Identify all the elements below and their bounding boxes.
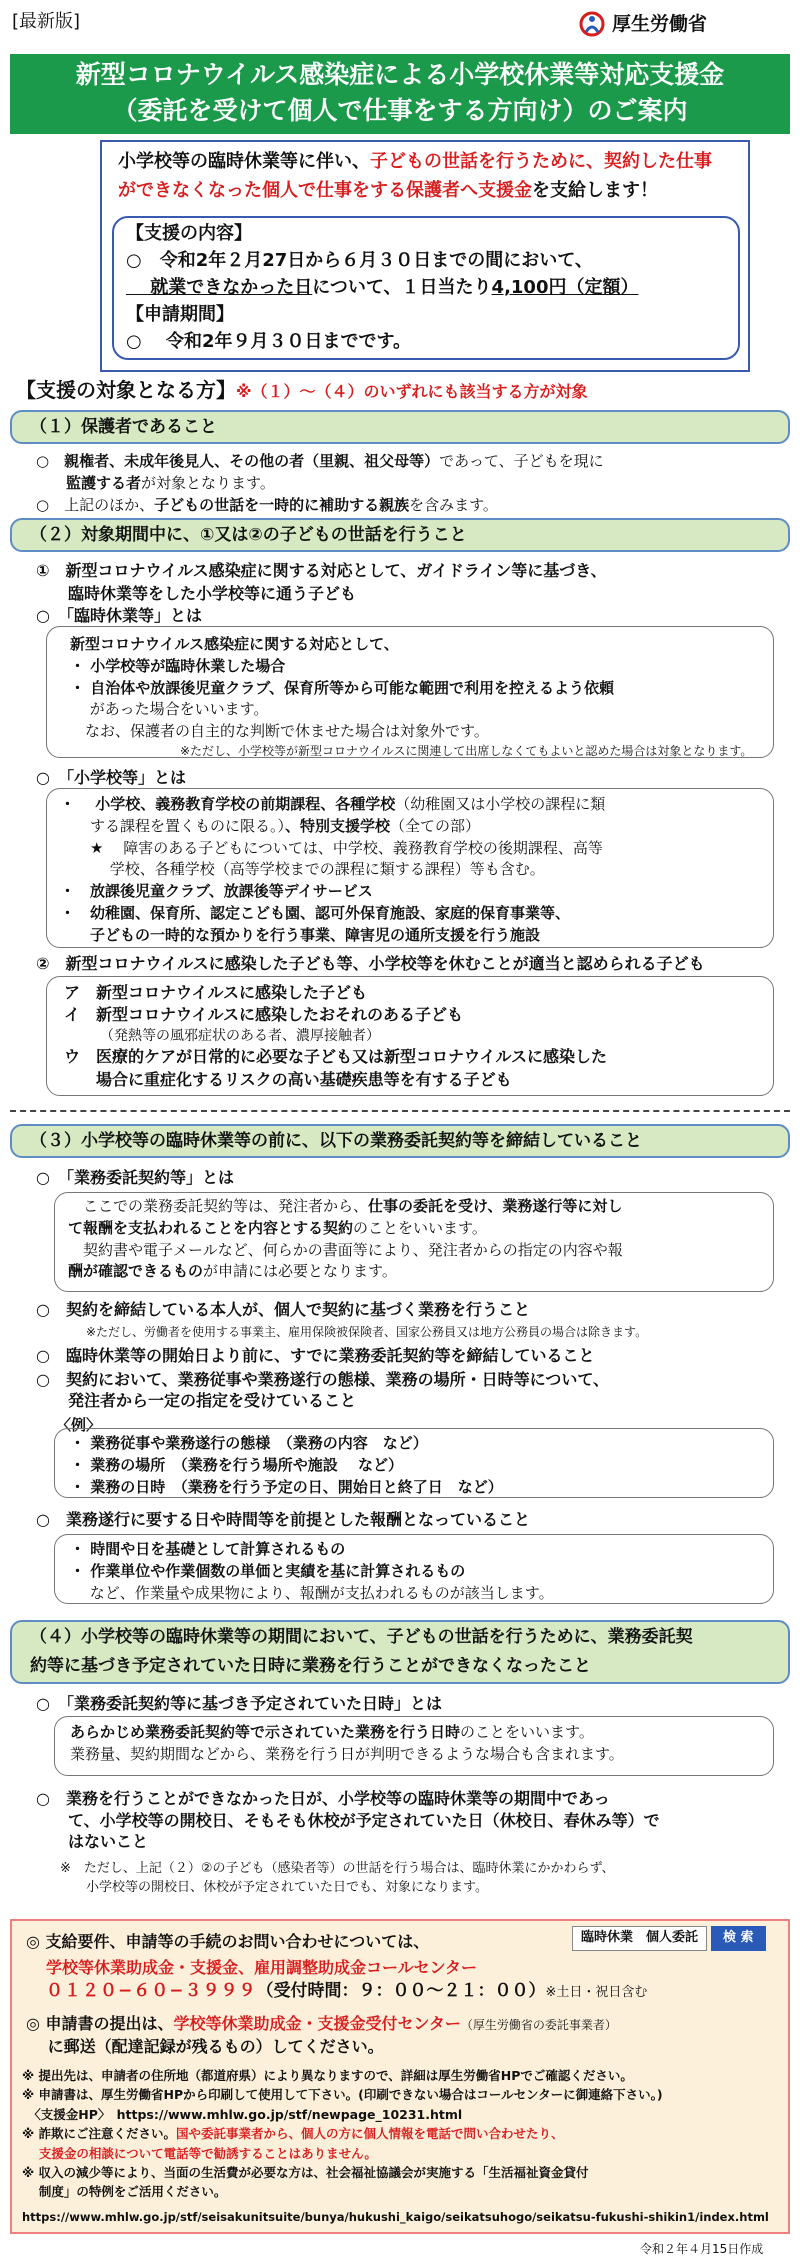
kansen-l1: ア 新型コロナウイルスに感染した子ども (64, 983, 368, 1002)
rei-label: 〈例〉 (56, 1416, 102, 1434)
ministry-logo (578, 10, 707, 38)
gyomu-l1-a: ここでの業務委託契約等は、発注者から、 (83, 1197, 369, 1215)
intro-line1-a: 小学校等の臨時休業等に伴い、 (118, 151, 370, 172)
intro-text (118, 148, 738, 206)
fuka-l1: ○ 業務を行うことができなかった日が、小学校等の臨時休業等の期間中であっ (36, 1789, 610, 1808)
gyomu-body (68, 1196, 770, 1283)
gyomu-l2-b: のことをいいます。 (353, 1218, 487, 1237)
title-line-1: 新型コロナウイルス感染症による小学校休業等対応支援金 (75, 60, 725, 89)
school-l2-a: する課程を置くものに限る。） (60, 816, 286, 835)
gyomu-l1-b: 仕事の委託を受け、業務遂行等に対し (368, 1197, 623, 1215)
yotei-l1-a: あらかじめ業務委託契約等で示されていた業務を行う日時 (70, 1723, 461, 1741)
school-l7: 子どもの一時的な預かりを行う事業、障害児の通所支援を行う施設 (60, 925, 541, 944)
fuka-body (36, 1788, 792, 1853)
rinji-l3: ・ 自治体や放課後児童クラブ、保育所等から可能な範囲で利用を控えるよう依頼 (70, 678, 615, 697)
section-1-title: （１）保護者であること (30, 416, 217, 437)
kansen-l3: （発熱等の風邪症状のある者、濃厚接触者） (100, 1027, 380, 1044)
period-label: 【申請期間】 (126, 304, 234, 325)
fuka-l3: はないこと (36, 1832, 149, 1852)
target-note: ※（１）～（４）のいずれにも該当する方が対象 (236, 382, 588, 401)
cond-3-l2: 発注者から一定の指定を受けていること (36, 1390, 357, 1410)
gyomu-l4-a: 酬が確認できるもの (68, 1262, 204, 1281)
fuka-note (60, 1860, 790, 1898)
cond-3-l1: ○ 契約において、業務従事や業務遂行の態様、業務の場所・日時等について、 (36, 1370, 610, 1389)
search-box[interactable] (572, 1926, 766, 1951)
kansen-l5: 場合に重症化するリスクの高い基礎疾患等を有する子ども (64, 1069, 512, 1089)
intro-line2-a: ができなくなった個人で仕事をする保護者へ支援金 (118, 179, 532, 201)
gyomu-title: ○ 「業務委託契約等」とは (36, 1168, 234, 1187)
section-4-title-l1: （４）小学校等の臨時休業等の期間において、子どもの世話を行うために、業務委託契 (30, 1627, 693, 1648)
title-line-2: （委託を受けて個人で仕事をする方向け）のご案内 (112, 96, 688, 126)
rinji-l1: 新型コロナウイルス感染症に関する対応として、 (70, 635, 399, 653)
school-title: ○ 「小学校等」とは (36, 768, 186, 787)
support-content (126, 220, 726, 355)
rei-body (70, 1433, 770, 1498)
s1-p1-a: ○ 親権者、未成年後見人、その他の者（里親、祖父母等） (36, 452, 440, 470)
s2-item-1 (36, 559, 786, 605)
search-keyword[interactable]: 臨時休業 個人委託 (572, 1926, 707, 1951)
fuka-l2: て、小学校等の開校日、そもそも休校が予定されていた日（休校日、春休み等）で (36, 1810, 660, 1830)
school-l4: 学校、各種学校（高等学校までの課程に類する課程）等も含む。 (60, 860, 545, 879)
yotei-body (70, 1722, 770, 1766)
section-2-head (10, 518, 790, 552)
fuka-note-2: 小学校等の開校日、休校が予定されていた日でも、対象になります。 (60, 1879, 488, 1895)
cond-4: ○ 業務遂行に要する日や時間等を前提とした報酬となっていること (36, 1510, 530, 1529)
s1-p1-c: 監護する者 (36, 473, 142, 492)
apply-d: に郵送（配達記録が残るもの）してください。 (26, 2037, 384, 2057)
hou-l2: ・ 作業単位や作業個数の単価と実績を基に計算されるもの (70, 1561, 466, 1580)
s1-p2-a: ○ 上記のほか、 (36, 495, 155, 514)
gyomu-l2-a: て報酬を支払われることを内容とする契約 (68, 1218, 354, 1237)
contact-notes (22, 2066, 786, 2202)
note-6: 制度」の特例をご活用ください。 (22, 2184, 227, 2200)
kansen-l4: ウ 医療的ケアが日常的に必要な子ども又は新型コロナウイルスに感染した (64, 1047, 608, 1067)
s2-item-2: ② 新型コロナウイルスに感染した子ども等、小学校等を休むことが適当と認められる子ども (36, 954, 705, 973)
school-body (60, 794, 772, 946)
s1-p1-d: が対象となります。 (141, 473, 275, 492)
kansen-l2: イ 新型コロナウイルスに感染したおそれのある子ども (64, 1005, 464, 1025)
content-line-1: ○ 令和2年２月27日から６月３０日までの間において、 (126, 250, 593, 271)
ministry-name: 厚生労働省 (612, 12, 708, 35)
cond-2: ○ 臨時休業等の開始日より前に、すでに業務委託契約等を締結していること (36, 1346, 595, 1365)
version-tag: [最新版] (12, 11, 81, 32)
section-4-head (10, 1620, 790, 1684)
rinji-l5-a: なお、保護者の自主的な判断で休ませた場合は対象外 (70, 722, 446, 740)
content-line-2-a: 就業できなかった日 (126, 277, 313, 298)
yotei-l1-b: のことをいいます。 (460, 1723, 594, 1741)
cond-3 (36, 1370, 792, 1412)
content-label: 【支援の内容】 (126, 223, 252, 244)
content-line-2-b: について、１日当たり (312, 277, 492, 298)
note-4-b: 国や委託事業者から、個人の方に個人情報を電話で問い合わせたり、 (176, 2126, 564, 2142)
contact-question: ◎ 支給要件、申請等の手続のお問い合わせについては、 (26, 1932, 430, 1951)
houshu-body (70, 1539, 770, 1604)
period-line: ○ 令和2年９月３０日までです。 (126, 331, 412, 352)
title-band (10, 54, 790, 134)
school-l2-b: 、特別支援学校 (285, 816, 391, 835)
school-l1-a: ・ 小学校、義務教育学校の前期課程、各種学校 (60, 795, 396, 813)
gyomu-l3: 契約書や電子メールなど、何らかの書面等により、発注者からの指定の内容や報 (68, 1240, 623, 1259)
rinji-l4: があった場合をいいます。 (70, 700, 269, 719)
section-3-title: （３）小学校等の臨時休業等の前に、以下の業務委託契約等を締結していること (30, 1130, 642, 1151)
rei-l3: ・ 業務の日時 （業務を行う予定の日、開始日と終了日 など） (70, 1477, 503, 1496)
yotei-title: ○ 「業務委託契約等に基づき予定されていた日時」とは (36, 1694, 442, 1713)
section-1-body (36, 451, 786, 516)
amount-value: 4,100円（定額） (491, 277, 639, 298)
rinji-l5-b: です。 (445, 722, 489, 740)
call-center-name: 学校等休業助成金・支援金、雇用調整助成金コールセンター (46, 1958, 478, 1977)
yotei-l2: 業務量、契約期間などから、業務を行う日が判明できるような場合も含まれます。 (70, 1744, 624, 1763)
note-3-link[interactable]: 〈支援金HP〉 https://www.mhlw.go.jp/stf/newpage_10231.html (22, 2106, 463, 2122)
creation-date: 令和２年４月15日作成 (640, 2242, 764, 2256)
search-button[interactable]: 検 索 (711, 1926, 766, 1951)
intro-line1-b: 子どもの世話を行うために、契約した仕事 (370, 151, 712, 172)
phone-hours: （受付時間：９：００～２１：００） (256, 1981, 546, 2001)
note-5: ※ 収入の減少等により、当面の生活費が必要な方は、社会福祉協議会が実施する「生活福祉資金貸付 (22, 2164, 589, 2180)
hou-l3: など、作業量や成果物により、報酬が支払われるものが該当します。 (70, 1583, 554, 1602)
section-4-title-l2: 約等に基づき予定されていた日時に業務を行うことができなくなったこと (30, 1656, 591, 1676)
section-1-head (10, 410, 790, 444)
fuka-note-1: ※ ただし、上記（２）②の子ども（感染者等）の世話を行う場合は、臨時休業にかかわらず、 (60, 1861, 615, 1876)
school-l1-b: （幼稚園又は小学校の課程に類 (395, 795, 606, 813)
cond-1-note: ※ただし、労働者を使用する事業主、雇用保険被保険者、国家公務員又は地方公務員の場合は除きます。 (86, 1325, 648, 1339)
rei-l1: ・ 業務従事や業務遂行の態様 （業務の内容 など） (70, 1434, 428, 1452)
call-center-phone-line (46, 1980, 647, 2002)
cond-1: ○ 契約を締結している本人が、個人で契約に基づく業務を行うこと (36, 1300, 530, 1319)
rinji-title: ○ 「臨時休業等」とは (36, 606, 202, 625)
target-heading (16, 377, 588, 403)
note-4-a: ※ 詐欺にご注意ください。 (22, 2126, 177, 2142)
school-l3: ★ 障害のある子どもについては、中学校、義務教育学校の後期課程、高等 (60, 838, 603, 857)
section-2-title: （２）対象期間中に、①又は②の子どもの世話を行うこと (30, 524, 467, 545)
apply-center: 学校等休業助成金・支援金受付センター (173, 2014, 461, 2033)
intro-line2-b: を支給します！ (532, 179, 658, 201)
apply-info (26, 2012, 786, 2058)
fukushi-url-link[interactable]: https://www.mhlw.go.jp/stf/seisakunitsuite/bunya/hukushi_kaigo/seikatsuhogo/seikatsu-fukushi-shikin1/index.html (22, 2210, 769, 2224)
s2-item1-a: ① 新型コロナウイルス感染症に関する対応として、ガイドライン等に基づき、 (36, 561, 607, 580)
school-l6: ・ 幼稚園、保育所、認定こども園、認可外保育施設、家庭的保育事業等、 (60, 903, 571, 922)
note-2: ※ 申請書は、厚生労働省HPから印刷して使用して下さい。(印刷できない場合はコールセンターに御連絡下さい。) (22, 2087, 663, 2103)
s2-item1-b: 臨時休業等をした小学校等に通う子ども (36, 584, 357, 604)
school-l5: ・ 放課後児童クラブ、放課後等デイサービス (60, 882, 373, 900)
phone-hours-note: ※土日・祝日含む (545, 1985, 648, 2000)
apply-a: ◎ 申請書の提出は、 (26, 2014, 174, 2033)
kansen-body (64, 982, 770, 1091)
gyomu-l4-b: が申請には必要となります。 (203, 1262, 397, 1281)
note-4-c: 支援金の相談について電話等で勧誘することはありません。 (22, 2145, 377, 2161)
section-3-head (10, 1124, 790, 1158)
ministry-emblem-icon (578, 10, 606, 38)
phone-number[interactable]: ０１２０−６０−３９９９ (46, 1981, 257, 2001)
rinji-l2: ・ 小学校等が臨時休業した場合 (70, 656, 286, 675)
divider-1 (10, 1110, 790, 1112)
s1-p2-c: を含みます。 (409, 495, 498, 514)
s1-p1-b: であって、子どもを現に (439, 452, 604, 470)
rinji-note: ※ただし、小学校等が新型コロナウイルスに関連して出席しなくてもよいと認めた場合は対象となります。 (180, 743, 753, 758)
apply-c: （厚生労働省の委託事業者） (460, 2018, 617, 2032)
target-heading-label: 【支援の対象となる方】 (16, 378, 236, 402)
s1-p2-b: 子どもの世話を一時的に補助する親族 (154, 495, 410, 514)
note-1: ※ 提出先は、申請者の住所地（都道府県）により異なりますので、詳細は厚生労働省HPでご確認ください。 (22, 2068, 633, 2083)
hou-l1: ・ 時間や日を基礎として計算されるもの (70, 1540, 346, 1558)
rinji-body (70, 634, 770, 760)
rei-l2: ・ 業務の場所 （業務を行う場所や施設 など） (70, 1455, 403, 1474)
school-l2-c: （全ての部） (390, 816, 481, 835)
